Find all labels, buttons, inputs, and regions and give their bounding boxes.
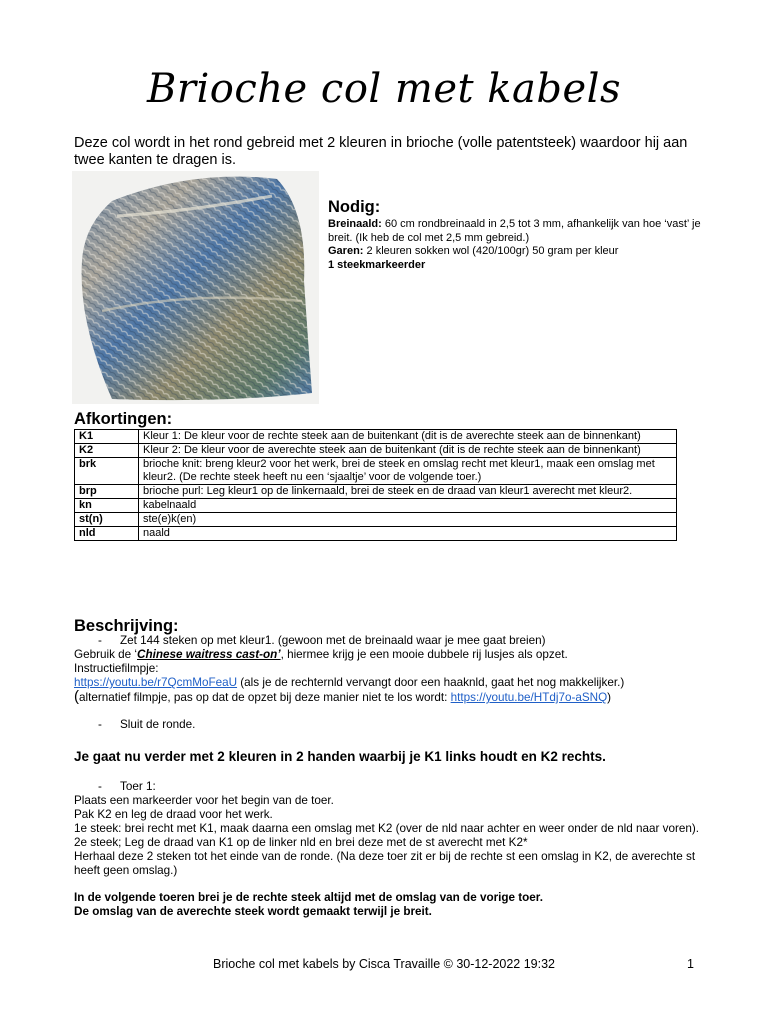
table-row: K1 Kleur 1: De kleur voor de rechte steek aan de buitenkant (dit is de averechte steek aan de binnenkant)	[75, 430, 677, 444]
abbreviations-heading: Afkortingen:	[74, 410, 173, 428]
video-line: https://youtu.be/r7QcmMoFeaU (als je de rechternld vervangt door een haaknld, gaat het nog makkelijker.)	[74, 676, 625, 689]
marker-line: 1 steekmarkeerder	[328, 258, 426, 271]
video-label: Instructiefilmpje:	[74, 662, 159, 675]
yarn-line: Garen: 2 kleuren sokken wol (420/100gr) 50 gram per kleur	[328, 245, 619, 257]
list-item: - Toer 1:	[98, 780, 156, 793]
instruction-line: 1e steek: brei recht met K1, maak daarna een omslag met K2 (over de nld naar achter en weer onder de nld naar voren).	[74, 822, 699, 835]
table-row: brp brioche purl: Leg kleur1 op de linkernaald, brei de steek en de draad van kleur1 averecht met kleur2.	[75, 485, 677, 499]
table-row: K2 Kleur 2: De kleur voor de averechte steek aan de buitenkant (dit is de rechte steek aan de binnenkant)	[75, 444, 677, 458]
bold-instruction: De omslag van de averechte steek wordt gemaakt terwijl je breit.	[74, 905, 432, 918]
page-number: 1	[687, 957, 694, 971]
table-row: nld naald	[75, 527, 677, 541]
list-item: - Sluit de ronde.	[98, 718, 196, 731]
table-row: kn kabelnaald	[75, 499, 677, 513]
cast-on-method: Gebruik de ‘Chinese waitress cast-on’, hiermee krijg je een mooie dubbele rij lusjes als opzet.	[74, 648, 568, 661]
materials-section	[328, 197, 708, 272]
alt-video-link[interactable]: https://youtu.be/HTdj7o-aSNQ	[450, 691, 608, 704]
instruction-line: 2e steek; Leg de draad van K1 op de linker nld en brei deze met de st averecht met K2*	[74, 836, 528, 849]
abbreviations-table	[74, 429, 677, 541]
list-item: - Zet 144 steken op met kleur1. (gewoon met de breinaald waar je mee gaat breien)	[98, 634, 546, 647]
footer-text: Brioche col met kabels by Cisca Travaille © 30-12-2022 19:32	[212, 957, 556, 971]
two-hands-note: Je gaat nu verder met 2 kleuren in 2 handen waarbij je K1 links houdt en K2 rechts.	[74, 749, 606, 764]
round-1-section	[74, 780, 714, 919]
instruction-line: Herhaal deze 2 steken tot het einde van de ronde. (Na deze toer zit er bij de rechte st een omslag in K2, de averechte st heeft geen omslag.)	[74, 850, 696, 877]
bold-instruction: In de volgende toeren brei je de rechte steek altijd met de omslag van de vorige toer.	[74, 891, 543, 904]
table-row: st(n) ste(e)k(en)	[75, 513, 677, 527]
instruction-line: Plaats een markeerder voor het begin van de toer.	[74, 794, 334, 807]
description-heading: Beschrijving:	[74, 617, 179, 635]
alt-video-line: (alternatief filmpje, pas op dat de opzet bij deze manier niet te los wordt: https://youtu.be/HTdj7o-aSNQ)	[74, 688, 612, 705]
video-link[interactable]: https://youtu.be/r7QcmMoFeaU	[74, 676, 238, 689]
description-body	[74, 634, 714, 732]
page-title: Brioche col met kabels	[146, 66, 621, 112]
intro-text: Deze col wordt in het rond gebreid met 2 kleuren in brioche (volle patentsteek) waardoor hij aan twee kanten te dragen is.	[74, 135, 688, 168]
materials-heading: Nodig:	[328, 198, 381, 216]
instruction-line: Pak K2 en leg de draad voor het werk.	[74, 808, 273, 821]
table-row: brk brioche knit: breng kleur2 voor het werk, brei de steek en omslag recht met kleur1, maak een omslag met kleur2. (De rechte steek heeft nu een ‘sjaaltje’ voor de volgende toer.)	[75, 458, 677, 485]
cowl-photo	[72, 171, 319, 404]
needle-line: Breinaald: 60 cm rondbreinaald in 2,5 tot 3 mm, afhankelijk van hoe ‘vast’ je breit. (Ik heb de col met 2,5 mm gebreid.)	[328, 218, 701, 244]
